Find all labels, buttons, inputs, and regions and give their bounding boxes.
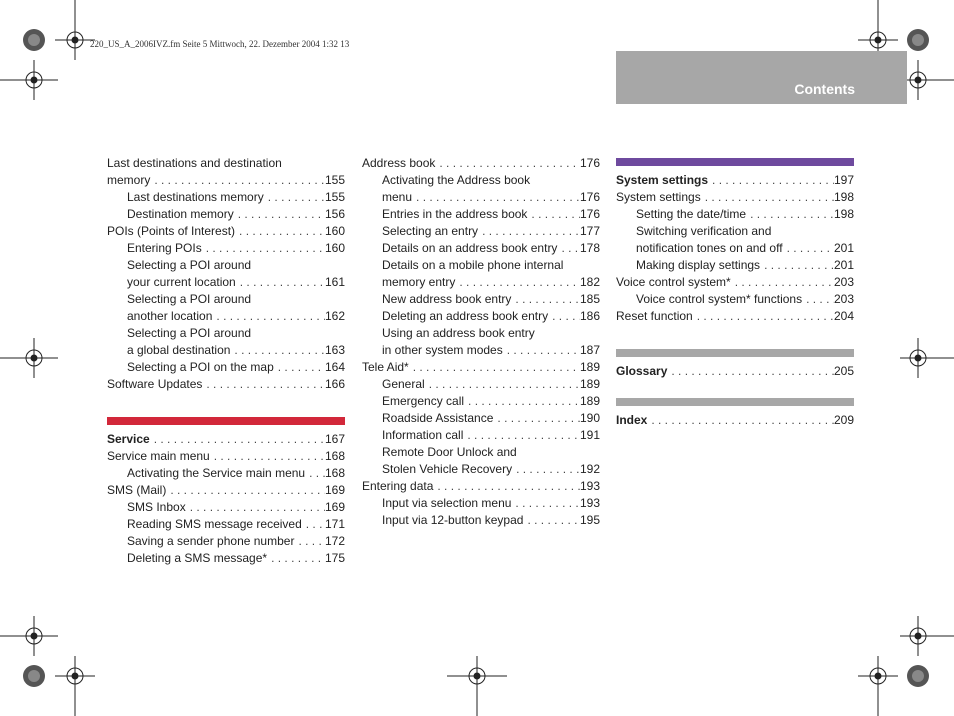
toc-entry[interactable]: Voice control system* functions . . . 203 [616,291,854,308]
crosshair-icon-mid-left [0,338,58,378]
toc-entry[interactable]: New address book entry . . . 185 [362,291,600,308]
index-section-bar [616,398,854,406]
toc-entry[interactable]: Entries in the address book . . . 176 [362,206,600,223]
toc-entry[interactable]: Activating the Service main menu . . . 168 [107,465,345,482]
toc-entry-line: Last destinations and destination [107,156,282,170]
toc-entry[interactable]: POIs (Points of Interest) . . . 160 [107,223,345,240]
toc-section-heading[interactable]: System settings . . . 197 [616,172,854,189]
toc-entry[interactable]: Saving a sender phone number . . . 172 [107,533,345,550]
toc-entry-line: Details on a mobile phone internal [382,258,564,272]
toc-entry[interactable]: Service main menu . . . 168 [107,448,345,465]
section-title: Contents [794,81,855,97]
toc-entry[interactable]: Entering POIs . . . 160 [107,240,345,257]
toc-entry[interactable]: Deleting an address book entry . . . 186 [362,308,600,325]
toc-entry[interactable]: Reading SMS message received . . . 171 [107,516,345,533]
toc-section-heading[interactable]: Index . . . 209 [616,412,854,429]
toc-entry[interactable]: Address book . . . 176 [362,155,600,172]
toc-section-heading[interactable]: Service . . . 167 [107,431,345,448]
crosshair-icon-top-right-2 [900,60,954,100]
toc-entry[interactable]: Selecting an entry . . . 177 [362,223,600,240]
toc-entry[interactable]: a global destination . . . 163 [107,342,345,359]
toc-entry[interactable]: Input via 12-button keypad . . . 195 [362,512,600,529]
toc-entry[interactable]: another location . . . 162 [107,308,345,325]
crosshair-icon-mid-right [900,338,954,378]
toc-entry[interactable]: Deleting a SMS message* . . . 175 [107,550,345,567]
toc-entry[interactable]: Reset function . . . 204 [616,308,854,325]
toc-entry[interactable]: notification tones on and off . . . 201 [616,240,854,257]
toc-entry[interactable]: Entering data . . . 193 [362,478,600,495]
crosshair-icon-bottom-left [0,616,58,656]
toc-column-1 [107,155,345,567]
toc-entry[interactable]: Software Updates . . . 166 [107,376,345,393]
glossary-section-bar [616,349,854,357]
crosshair-icon-top-left [0,60,58,100]
system-settings-section-bar [616,158,854,166]
section-tab [616,51,907,104]
toc-entry[interactable]: memory . . . 155 [107,172,345,189]
toc-entry[interactable]: Setting the date/time . . . 198 [616,206,854,223]
toc-entry[interactable]: SMS Inbox . . . 169 [107,499,345,516]
toc-entry[interactable]: Destination memory . . . 156 [107,206,345,223]
toc-column-3 [616,141,854,429]
toc-entry-line: Using an address book entry [382,326,535,340]
toc-entry[interactable]: Input via selection menu . . . 193 [362,495,600,512]
toc-entry[interactable]: Information call . . . 191 [362,427,600,444]
toc-entry[interactable]: Voice control system* . . . 203 [616,274,854,291]
crosshair-icon-bottom-right-2 [900,616,954,656]
toc-entry[interactable]: in other system modes . . . 187 [362,342,600,359]
print-header: 220_US_A_2006IVZ.fm Seite 5 Mittwoch, 22. Dezember 2004 1:32 13 [90,39,350,49]
toc-entry[interactable]: Last destinations memory . . . 155 [107,189,345,206]
service-section-bar [107,417,345,425]
toc-entry[interactable]: Stolen Vehicle Recovery . . . 192 [362,461,600,478]
toc-entry[interactable]: your current location . . . 161 [107,274,345,291]
toc-entry[interactable]: Emergency call . . . 189 [362,393,600,410]
toc-entry[interactable]: Roadside Assistance . . . 190 [362,410,600,427]
crosshair-icon-bottom-center [447,656,507,716]
toc-entry[interactable]: Details on an address book entry . . . 178 [362,240,600,257]
crosshair-icon-bottom-left-2 [55,656,95,716]
toc-entry-line: Activating the Address book [382,173,531,187]
crosshair-icon-top-left-2 [55,0,95,60]
toc-entry[interactable]: Selecting a POI on the map . . . 164 [107,359,345,376]
toc-entry[interactable]: General . . . 189 [362,376,600,393]
toc-entry[interactable]: SMS (Mail) . . . 169 [107,482,345,499]
toc-entry-line: Selecting a POI around [127,292,252,306]
toc-entry[interactable]: System settings . . . 198 [616,189,854,206]
toc-entry[interactable]: menu . . . 176 [362,189,600,206]
toc-entry[interactable]: Making display settings . . . 201 [616,257,854,274]
toc-column-2 [362,155,600,529]
toc-entry[interactable]: memory entry . . . 182 [362,274,600,291]
toc-section-heading[interactable]: Glossary . . . 205 [616,363,854,380]
toc-entry-line: Selecting a POI around [127,258,252,272]
crosshair-icon-bottom-right [858,656,898,716]
toc-entry-line: Switching verification and [636,224,772,238]
toc-entry[interactable]: Tele Aid* . . . 189 [362,359,600,376]
toc-entry-line: Selecting a POI around [127,326,252,340]
toc-entry-line: Remote Door Unlock and [382,445,517,459]
